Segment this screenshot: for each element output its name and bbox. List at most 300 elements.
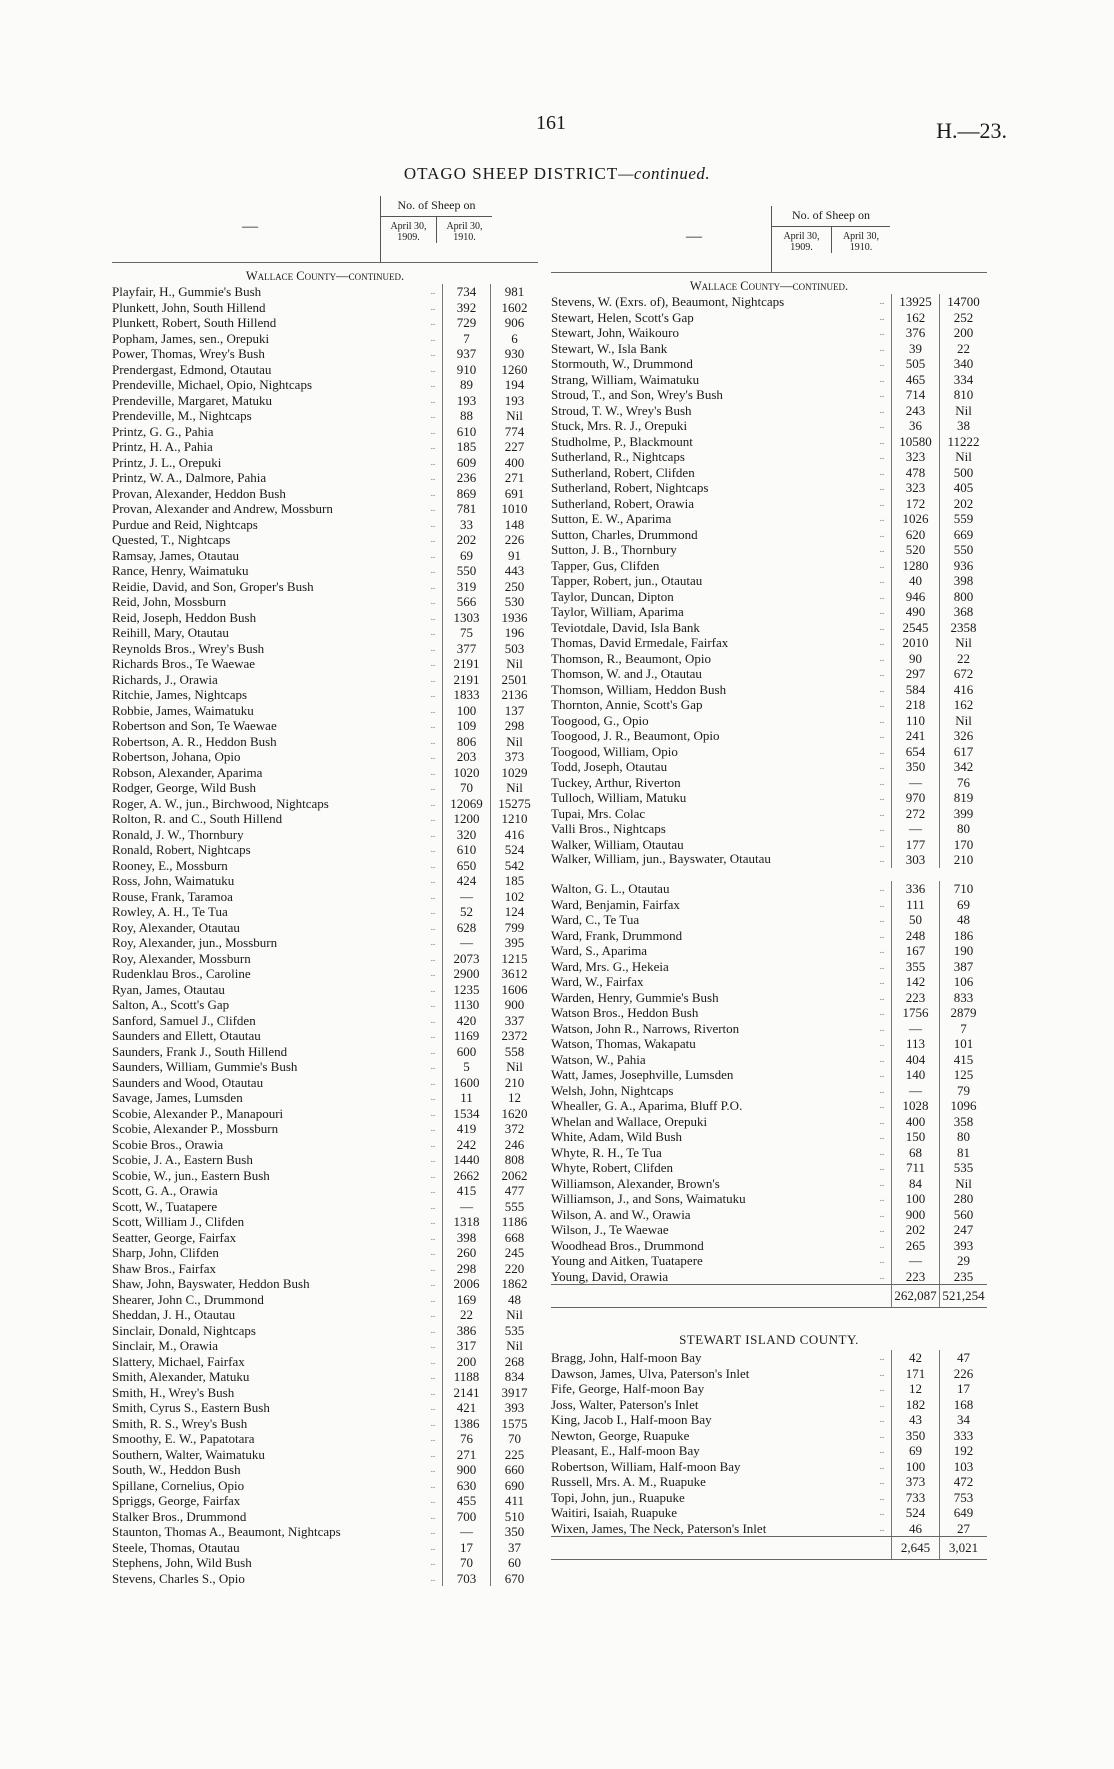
sheep-1909: 177: [891, 837, 939, 853]
table-row: [551, 558, 987, 574]
sheep-1909: 900: [891, 1207, 939, 1223]
table-row: [112, 1276, 538, 1292]
sheep-1910: 6: [490, 331, 538, 347]
owner-name: Savage, James, Lumsden: [112, 1090, 243, 1105]
leader-dots: ..: [430, 441, 436, 451]
table-row: [112, 656, 538, 672]
table-row: [112, 1462, 538, 1478]
leader-dots: ..: [879, 482, 885, 492]
leader-dots: ..: [879, 1491, 885, 1502]
owner-name: Rooney, E., Mossburn: [112, 857, 228, 873]
sheep-1910: 416: [939, 682, 987, 698]
owner-name: Teviotdale, David, Isla Bank: [551, 619, 700, 635]
leader-dots: ..: [879, 590, 885, 601]
table-row: [551, 1381, 987, 1397]
sheep-1910: 555: [490, 1199, 538, 1215]
table-row: [112, 811, 538, 827]
sheep-1910: 1602: [490, 300, 538, 316]
table-row: [112, 1044, 538, 1060]
owner-name: Whelan and Wallace, Orepuki: [551, 1113, 708, 1129]
sheep-1909: 46: [891, 1521, 939, 1537]
sheep-1910: 168: [939, 1397, 987, 1413]
owner-name: Reynolds Bros., Wrey's Bush: [112, 640, 265, 656]
owner-name: Studholme, P., Blackmount: [551, 433, 693, 449]
owner-name: Ward, Mrs. G., Hekeia: [551, 958, 669, 974]
sheep-1910: 48: [490, 1292, 538, 1308]
table-row: [551, 775, 987, 791]
sheep-1909: 2545: [891, 620, 939, 636]
leader-dots: ..: [430, 704, 436, 715]
sheep-1910: 225: [490, 1447, 538, 1463]
sheep-1909: 140: [891, 1067, 939, 1083]
table-row: [551, 418, 987, 434]
table-row: [112, 904, 538, 920]
sheep-1910: 373: [490, 749, 538, 765]
section-heading: Wallace County—continued.: [245, 269, 405, 283]
sheep-1910: 247: [939, 1222, 987, 1238]
table-row: [112, 1168, 538, 1184]
leader-dots: ..: [430, 1433, 436, 1443]
owner-name: Reid, Joseph, Heddon Bush: [112, 609, 257, 625]
table-row: [551, 974, 987, 990]
leader-dots: ..: [879, 1507, 885, 1517]
sheep-1910: 14700: [939, 294, 987, 310]
leader-dots: ..: [430, 875, 436, 885]
sheep-1910: 1010: [490, 501, 538, 517]
leader-dots: ..: [879, 1224, 885, 1234]
leader-dots: ..: [879, 1162, 885, 1172]
sheep-1910: 2136: [490, 687, 538, 703]
owner-name: Ward, Frank, Drummond: [551, 927, 683, 943]
leader-dots: ..: [430, 673, 436, 684]
sheep-1910: 125: [939, 1067, 987, 1083]
table-row: [551, 573, 987, 589]
sheep-1910: 400: [490, 455, 538, 471]
sheep-1910: 800: [939, 589, 987, 605]
sheep-1910: 162: [939, 697, 987, 713]
table-row: [112, 393, 538, 409]
table-row: [551, 881, 987, 897]
owner-name: Scott, W., Tuatapere: [112, 1198, 218, 1214]
table-row: [112, 1152, 538, 1168]
sheep-1910: 670: [490, 1571, 538, 1587]
table-row: [551, 1005, 987, 1021]
table-row: [112, 439, 538, 455]
owner-name: Strang, William, Waimatuku: [551, 371, 700, 387]
right-table: [551, 208, 987, 1560]
district-title-text: OTAGO SHEEP DISTRICT: [403, 164, 619, 183]
left-rows: [112, 284, 538, 1586]
stewart-total-row: [551, 1536, 987, 1560]
table-row: [112, 548, 538, 564]
owner-name: Thomson, W. and J., Otautau: [551, 666, 702, 681]
owner-name: Sutton, J. B., Thornbury: [551, 542, 677, 557]
sheep-1910: 185: [490, 873, 538, 889]
sheep-1910: 2879: [939, 1005, 987, 1021]
sheep-1910: 38: [939, 418, 987, 434]
table-row: [112, 408, 538, 424]
sheep-1910: 22: [939, 651, 987, 667]
leader-dots: ..: [879, 929, 885, 940]
table-row: [551, 604, 987, 620]
leader-dots: ..: [879, 497, 885, 508]
leader-dots: ..: [430, 999, 436, 1009]
table-row: [551, 542, 987, 558]
leader-dots: ..: [879, 606, 885, 616]
owner-name: Sanford, Samuel J., Clifden: [112, 1012, 256, 1028]
sheep-1909: 111: [891, 897, 939, 913]
owner-name: Shearer, John C., Drummond: [112, 1291, 264, 1307]
owner-name: Stevens, W. (Exrs. of), Beaumont, Nightcaps: [551, 294, 785, 309]
owner-name: Plunkett, John, South Hillend: [112, 299, 266, 315]
table-row: [551, 1459, 987, 1475]
table-row: [551, 403, 987, 419]
owner-name: Power, Thomas, Wrey's Bush: [112, 346, 265, 361]
owner-name: Scobie, Alexander P., Manapouri: [112, 1105, 284, 1121]
sheep-1910: Nil: [939, 1176, 987, 1192]
sheep-1910: 510: [490, 1509, 538, 1525]
leader-dots: ..: [430, 1417, 436, 1428]
table-row: [551, 1505, 987, 1521]
sheep-1909: 377: [442, 641, 490, 657]
sheep-1909: 610: [442, 842, 490, 858]
leader-dots: ..: [879, 960, 885, 971]
sheep-1910: 194: [490, 377, 538, 393]
owner-name: Seatter, George, Fairfax: [112, 1229, 237, 1245]
leader-dots: ..: [879, 883, 885, 893]
table-row: [551, 759, 987, 775]
table-row: [551, 897, 987, 913]
sheep-1909: 150: [891, 1129, 939, 1145]
sheep-1909: 424: [442, 873, 490, 889]
owner-name: Bragg, John, Half-moon Bay: [551, 1350, 702, 1365]
table-row: [551, 1191, 987, 1207]
left-table-header: [112, 198, 538, 263]
sheep-1909: —: [891, 1253, 939, 1269]
sheep-1909: 419: [442, 1121, 490, 1137]
table-row: [112, 1183, 538, 1199]
owner-name: Rudenklau Bros., Caroline: [112, 966, 251, 981]
sheep-1909: 218: [891, 697, 939, 713]
table-row: [551, 1397, 987, 1413]
leader-dots: ..: [430, 348, 436, 358]
owner-name: Sinclair, M., Orawia: [112, 1338, 218, 1353]
leader-dots: ..: [879, 1007, 885, 1017]
sheep-1909: 260: [442, 1245, 490, 1261]
owner-name: Southern, Walter, Waimatuku: [112, 1446, 265, 1462]
sheep-1910: 326: [939, 728, 987, 744]
sheep-1910: 192: [939, 1443, 987, 1459]
owner-name: Thomas, David Ermedale, Fairfax: [551, 635, 729, 650]
owner-name: Joss, Walter, Paterson's Inlet: [551, 1396, 699, 1412]
leader-dots: ..: [430, 425, 436, 436]
sheep-1909: 297: [891, 666, 939, 682]
sheep-1910: 186: [939, 928, 987, 944]
sheep-1909: 478: [891, 465, 939, 481]
table-row: [112, 610, 538, 626]
owner-name: Rouse, Frank, Taramoa: [112, 888, 233, 904]
sheep-1910: 76: [939, 775, 987, 791]
leader-dots: ..: [879, 1146, 885, 1157]
sheep-1909: 1833: [442, 687, 490, 703]
leader-dots: ..: [879, 621, 885, 632]
sheep-1909: 404: [891, 1052, 939, 1068]
table-row: [112, 563, 538, 579]
leader-dots: ..: [879, 792, 885, 802]
leader-dots: ..: [430, 565, 436, 575]
leader-dots: ..: [430, 1293, 436, 1304]
sheep-1909: 169: [442, 1292, 490, 1308]
owner-name: Provan, Alexander and Andrew, Mossburn: [112, 501, 333, 516]
table-row: [551, 1083, 987, 1099]
table-row: [112, 1075, 538, 1091]
leader-dots: ..: [879, 358, 885, 368]
owner-name: Walker, William, Otautau: [551, 836, 684, 852]
leader-dots: ..: [430, 1557, 436, 1567]
sheep-1910: 387: [939, 959, 987, 975]
leader-dots: ..: [879, 1053, 885, 1064]
owner-name: Saunders and Ellett, Otautau: [112, 1028, 261, 1043]
sheep-1910: 691: [490, 486, 538, 502]
leader-dots: ..: [430, 1324, 436, 1335]
sheep-1910: 22: [939, 341, 987, 357]
sheep-1910: Nil: [939, 635, 987, 651]
table-row: [551, 912, 987, 928]
total-1909: 262,087: [891, 1285, 939, 1307]
sheep-1910: 252: [939, 310, 987, 326]
stewart-total-1909: 2,645: [891, 1537, 939, 1559]
table-row: [112, 1524, 538, 1540]
owner-name: Smith, Cyrus S., Eastern Bush: [112, 1400, 270, 1415]
sheep-1909: 714: [891, 387, 939, 403]
sheep-1909: —: [442, 889, 490, 905]
leader-dots: ..: [430, 1479, 436, 1490]
table-row: [551, 806, 987, 822]
owner-name: Sutherland, Robert, Clifden: [551, 464, 695, 480]
owner-name: Prendeville, Michael, Opio, Nightcaps: [112, 377, 313, 392]
table-row: [551, 1474, 987, 1490]
table-row: [112, 625, 538, 641]
owner-name: Saunders, Frank J., South Hillend: [112, 1043, 288, 1059]
table-row: [112, 1028, 538, 1044]
sheep-1909: 415: [442, 1183, 490, 1199]
sheep-1909: 69: [442, 548, 490, 564]
owner-name: Sinclair, Donald, Nightcaps: [112, 1322, 256, 1338]
total-1910: 521,254: [939, 1285, 987, 1307]
table-row: [551, 1253, 987, 1269]
leader-dots: ..: [879, 807, 885, 818]
table-row: [112, 935, 538, 951]
sheep-1909: 172: [891, 496, 939, 512]
sheep-1909: 70: [442, 780, 490, 796]
owner-name: Robbie, James, Waimatuku: [112, 702, 254, 718]
sheep-1910: 227: [490, 439, 538, 455]
sheep-1910: 34: [939, 1412, 987, 1428]
owner-name: Fife, George, Half-moon Bay: [551, 1381, 705, 1396]
table-row: [551, 1160, 987, 1176]
sheep-1910: 472: [939, 1474, 987, 1490]
sheep-1910: 106: [939, 974, 987, 990]
owner-name: Russell, Mrs. A. M., Ruapuke: [551, 1474, 706, 1489]
sheep-1910: 79: [939, 1083, 987, 1099]
leader-dots: ..: [430, 1154, 436, 1164]
table-row: [112, 1540, 538, 1556]
owner-name: Waitiri, Isaiah, Ruapuke: [551, 1505, 678, 1520]
table-row: [551, 620, 987, 636]
table-row: [112, 424, 538, 440]
sheep-1910: 524: [490, 842, 538, 858]
owner-name: Steele, Thomas, Otautau: [112, 1539, 240, 1555]
sheep-1909: 628: [442, 920, 490, 936]
sheep-1909: 421: [442, 1400, 490, 1416]
sheep-1909: 1534: [442, 1106, 490, 1122]
owner-name: Dawson, James, Ulva, Paterson's Inlet: [551, 1365, 750, 1381]
sheep-1910: 395: [490, 935, 538, 951]
owner-name: Saunders, William, Gummie's Bush: [112, 1059, 298, 1074]
right-rows: [551, 294, 987, 1284]
sheep-1910: Nil: [490, 734, 538, 750]
owner-name: Warden, Henry, Gummie's Bush: [551, 989, 719, 1005]
sheep-1909: 1600: [442, 1075, 490, 1091]
sheep-1909: —: [442, 1524, 490, 1540]
leader-dots: ..: [879, 373, 885, 384]
sheep-1909: 241: [891, 728, 939, 744]
table-row: [112, 1307, 538, 1323]
sheep-1910: 558: [490, 1044, 538, 1060]
sheep-1909: 100: [442, 703, 490, 719]
leader-dots: ..: [430, 890, 436, 901]
sheep-1910: 1575: [490, 1416, 538, 1432]
owner-name: Saunders and Wood, Otautau: [112, 1074, 264, 1090]
sheep-1909: 69: [891, 1443, 939, 1459]
sheep-1910: 80: [939, 821, 987, 837]
sheep-1910: 48: [939, 912, 987, 928]
owner-name: Watson, Thomas, Wakapatu: [551, 1036, 696, 1051]
leader-dots: ..: [879, 991, 885, 1002]
table-row: [551, 511, 987, 527]
owner-name: Roger, A. W., jun., Birchwood, Nightcaps: [112, 795, 329, 811]
leader-dots: ..: [879, 730, 885, 740]
sheep-1909: 90: [891, 651, 939, 667]
table-row: [112, 1090, 538, 1106]
table-row: [551, 1207, 987, 1223]
sheep-1910: 1215: [490, 951, 538, 967]
sheep-1909: 729: [442, 315, 490, 331]
sheep-1909: 1235: [442, 982, 490, 998]
sheep-1910: 81: [939, 1145, 987, 1161]
leader-dots: ..: [879, 945, 885, 955]
leader-dots: ..: [430, 1200, 436, 1211]
table-row: [112, 1199, 538, 1215]
sheep-1910: 2372: [490, 1028, 538, 1044]
leader-dots: ..: [879, 1445, 885, 1455]
owner-name: Tuckey, Arthur, Riverton: [551, 774, 681, 790]
sheep-1909: 620: [891, 527, 939, 543]
sheep-1910: 1260: [490, 362, 538, 378]
sheep-1909: 703: [442, 1571, 490, 1587]
sheep-1909: 733: [891, 1490, 939, 1506]
leader-dots: ..: [430, 906, 436, 916]
owner-name: Wilson, A. and W., Orawia: [551, 1206, 691, 1222]
owner-name: Sutton, E. W., Aparima: [551, 511, 672, 526]
sheep-1909: 609: [442, 455, 490, 471]
sheep-1909: 265: [891, 1238, 939, 1254]
sheep-1909: 17: [442, 1540, 490, 1556]
header-rule: [551, 272, 987, 273]
leader-dots: ..: [879, 1239, 885, 1250]
sheep-1910: 1210: [490, 811, 538, 827]
owner-name: Stalker Bros., Drummond: [112, 1508, 247, 1524]
sheep-1910: 340: [939, 356, 987, 372]
leader-dots: ..: [430, 921, 436, 932]
owner-name: Salton, A., Scott's Gap: [112, 997, 230, 1012]
table-row: [112, 641, 538, 657]
sheep-1909: 2141: [442, 1385, 490, 1401]
table-row: [551, 480, 987, 496]
name-column-header: —: [242, 218, 258, 235]
sheep-1909: 236: [442, 470, 490, 486]
owner-name: Pleasant, E., Half-moon Bay: [551, 1443, 700, 1458]
sheep-1910: 530: [490, 594, 538, 610]
leader-dots: ..: [430, 1138, 436, 1149]
sheep-1909: 109: [442, 718, 490, 734]
table-row: [112, 734, 538, 750]
sheep-1909: 700: [442, 1509, 490, 1525]
owner-name: Robertson, Johana, Opio: [112, 749, 241, 764]
leader-dots: ..: [879, 1255, 885, 1265]
sheep-1910: 358: [939, 1114, 987, 1130]
leader-dots: ..: [879, 776, 885, 787]
year-1909-header: April 30, 1909.: [783, 231, 820, 253]
leader-dots: ..: [879, 1383, 885, 1393]
sheep-1909: 75: [442, 625, 490, 641]
leader-dots: ..: [879, 1069, 885, 1079]
leader-dots: ..: [430, 1355, 436, 1366]
table-row: [112, 300, 538, 316]
sheep-1910: 12: [490, 1090, 538, 1106]
sheep-1909: 203: [442, 749, 490, 765]
leader-dots: ..: [430, 410, 436, 420]
table-row: [551, 682, 987, 698]
owner-name: Wixen, James, The Neck, Paterson's Inlet: [551, 1520, 767, 1536]
owner-name: Richards, J., Orawia: [112, 671, 218, 687]
sheep-1910: 101: [939, 1036, 987, 1052]
table-row: [112, 796, 538, 812]
leader-dots: ..: [430, 1495, 436, 1505]
sheep-1909: 76: [442, 1431, 490, 1447]
table-row: [551, 310, 987, 326]
owner-name: Robson, Alexander, Aparima: [112, 764, 263, 780]
sheep-1909: 610: [442, 424, 490, 440]
sheep-1909: 70: [442, 1555, 490, 1571]
table-row: [551, 1036, 987, 1052]
table-row: [112, 1416, 538, 1432]
sheep-1909: 68: [891, 1145, 939, 1161]
sheep-1910: 411: [490, 1493, 538, 1509]
owner-name: Tapper, Robert, jun., Otautau: [551, 573, 703, 588]
leader-dots: ..: [430, 301, 436, 312]
sheep-1910: 443: [490, 563, 538, 579]
sheep-1909: 566: [442, 594, 490, 610]
table-row: [112, 765, 538, 781]
leader-dots: ..: [879, 1084, 885, 1095]
table-row: [551, 697, 987, 713]
table-row: [112, 780, 538, 796]
owner-name: Watson, W., Pahia: [551, 1051, 646, 1067]
sheep-1910: 69: [939, 897, 987, 913]
leader-dots: ..: [430, 472, 436, 482]
sheep-1910: 930: [490, 346, 538, 362]
